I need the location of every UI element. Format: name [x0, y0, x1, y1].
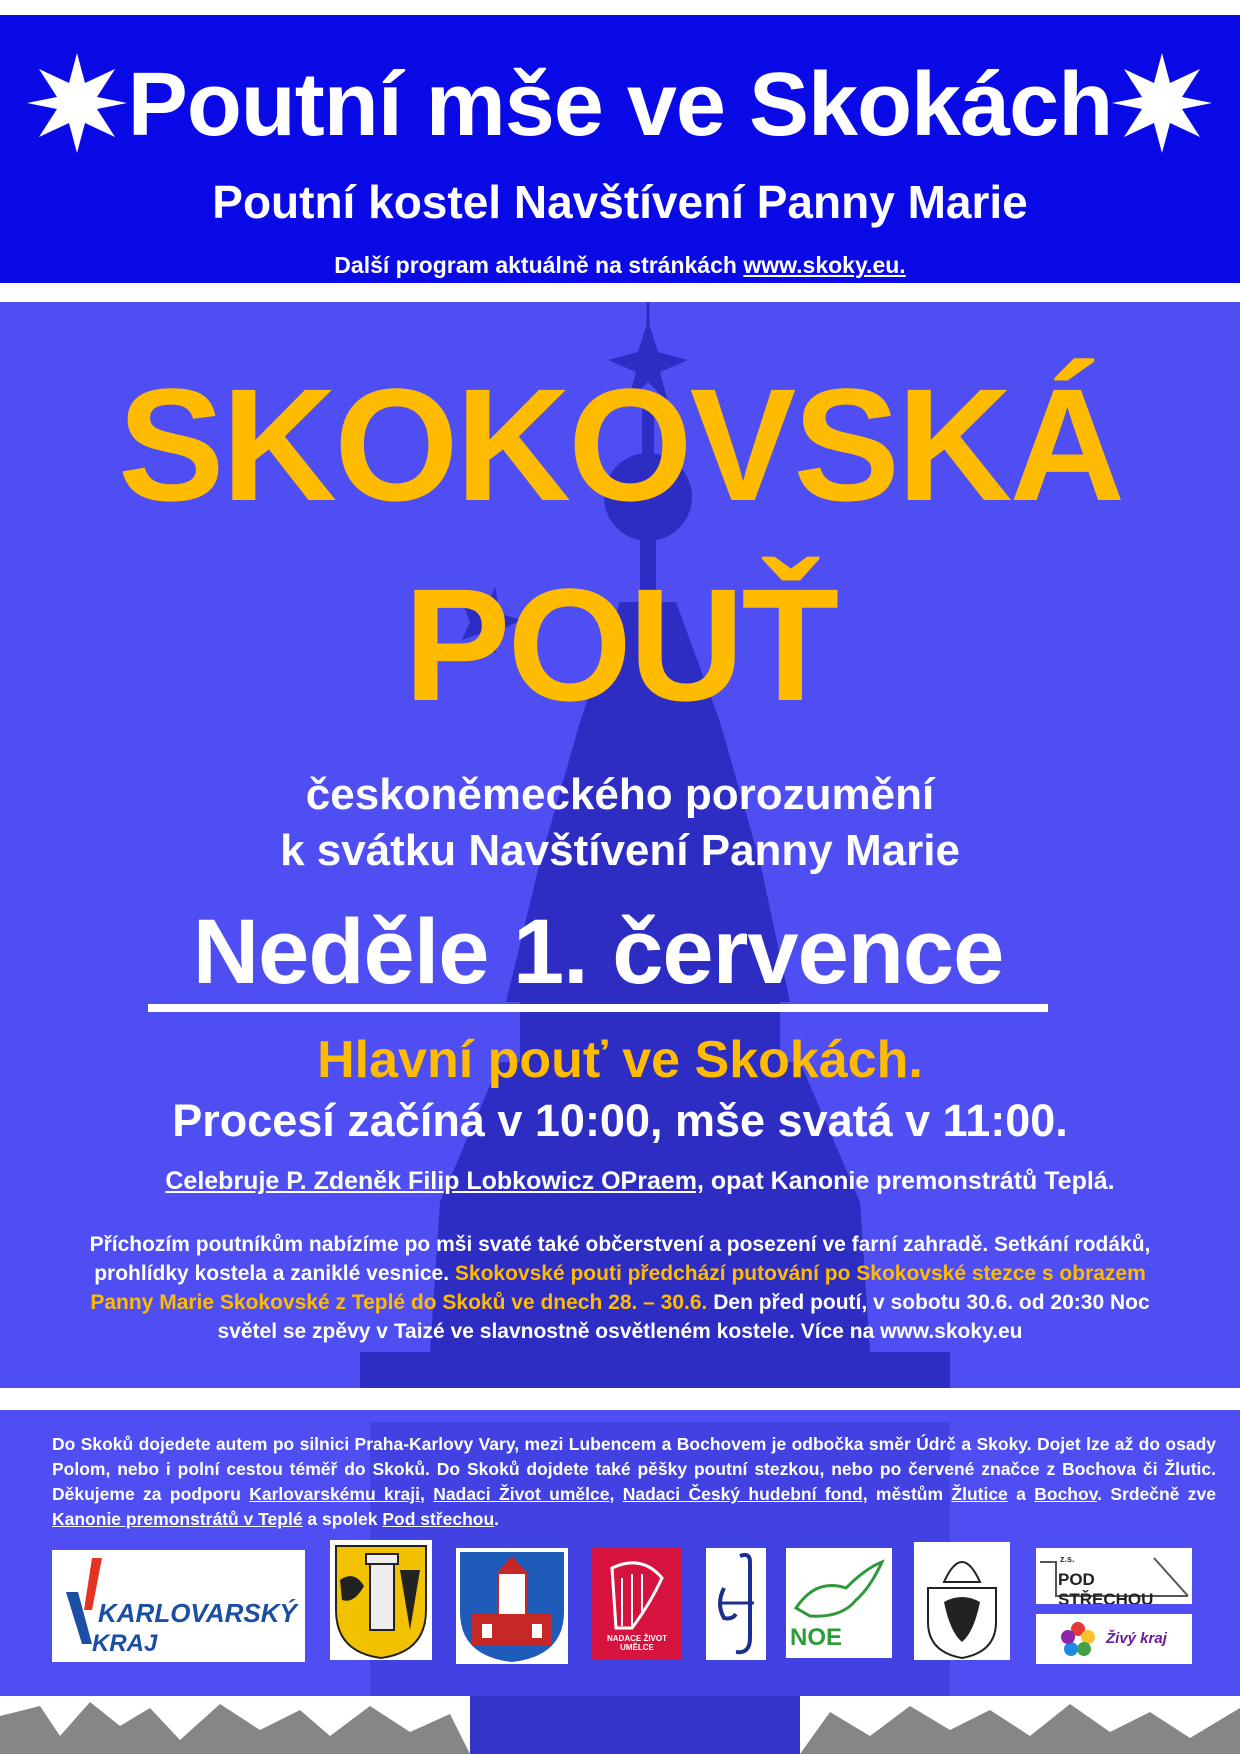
link-nadace-zivot-umelce[interactable]: Nadaci Život umělce — [433, 1484, 610, 1504]
info-paragraph — [60, 1230, 1180, 1346]
travel-text: . Srdečně zve — [1097, 1484, 1216, 1504]
travel-text: , — [609, 1484, 623, 1504]
karlovarsky-line1: KARLOVARSKÝ — [98, 1598, 297, 1628]
travel-paragraph — [52, 1432, 1216, 1532]
kanonie-tepla-logo[interactable] — [914, 1542, 1010, 1660]
link-bochov[interactable]: Bochov — [1034, 1484, 1098, 1504]
subheading-line1: českoněmeckého porozumění — [305, 770, 935, 819]
hudebni-fond-monogram-icon — [706, 1548, 766, 1660]
pod-strechou-label: POD STŘECHOU — [1058, 1570, 1154, 1604]
karlovarsky-line2: KRAJ — [92, 1630, 158, 1657]
header-banner — [0, 15, 1240, 283]
travel-text: , — [420, 1484, 434, 1504]
coat-of-arms-icon — [456, 1548, 568, 1664]
link-karlovarsky-kraj[interactable]: Karlovarskému kraji — [249, 1484, 421, 1504]
headline-line1: SKOKOVSKÁ — [117, 355, 1123, 534]
info-text-1: Příchozím poutníkům nabízíme po mši svaté také občerstvení a posezení ve farní zahradě. Setkání rodáků, prohlídky kostela a zaniklé vesnice. — [89, 1233, 1151, 1285]
info-highlight: Skokovské pouti předchází putování po Skokovské stezce s obrazem Panny Marie Skokovské z Teplé do Skoků ve dnech 28. – 30.6. — [90, 1262, 1146, 1314]
divider-band — [0, 1388, 1240, 1410]
bochov-coat-of-arms[interactable] — [456, 1548, 568, 1664]
celebrant-name: Celebruje P. Zdeněk Filip Lobkowicz OPraem, — [165, 1167, 704, 1195]
main-poster — [0, 302, 1240, 1754]
event-date: Neděle 1. července — [148, 900, 1048, 1012]
zivy-kraj-logo[interactable] — [1036, 1614, 1192, 1664]
program-note-text: Další program aktuálně na stránkách — [334, 252, 744, 278]
subheading-line2: k svátku Navštívení Panny Marie — [280, 826, 960, 875]
website-link[interactable]: www.skoky.eu. — [743, 252, 906, 278]
celebrant-line — [40, 1164, 1240, 1198]
link-cesky-hudebni-fond[interactable]: Nadaci Český hudební fond — [622, 1484, 863, 1504]
noe-label: NOE — [790, 1624, 843, 1651]
snowy-ground-image — [0, 1696, 1240, 1754]
church-subtitle: Poutní kostel Navštívení Panny Marie — [212, 176, 1028, 228]
zlutice-coat-of-arms[interactable] — [330, 1540, 432, 1660]
schedule-line: Procesí začíná v 10:00, mše svatá v 11:00. — [172, 1095, 1068, 1146]
page-title: Poutní mše ve Skokách — [127, 55, 1113, 155]
zivy-kraj-label: Živý kraj — [1106, 1630, 1167, 1647]
headline-line2: POUŤ — [403, 555, 837, 734]
travel-text: a — [1007, 1484, 1035, 1504]
info-text-2: Den před poutí, v sobotu 30.6. od 20:30 Noc světel se zpěvy v Taizé ve slavnostně osvětleném kostele. Více na www.skoky.eu — [217, 1291, 1150, 1343]
travel-text: , městům — [862, 1484, 952, 1504]
cesky-hudebni-fond-logo[interactable] — [706, 1548, 766, 1660]
link-zlutice[interactable]: Žlutice — [951, 1484, 1008, 1504]
nadace-label: NADACE ŽIVOT UMĚLCE — [607, 1634, 667, 1652]
celebrant-title: opat Kanonie premonstrátů Teplá. — [703, 1167, 1115, 1195]
pod-strechou-logo[interactable] — [1036, 1548, 1192, 1604]
karlovarsky-kraj-logo[interactable] — [52, 1550, 305, 1662]
travel-text: . — [494, 1509, 500, 1529]
travel-text: Do Skoků dojedete autem po silnici Praha-Karlovy Vary, mezi Lubencem a Bochovem je odbočka směr Údrč a Skoky. Dojet lze až do osady Polom, nebo i polní cestou téměř do Skoků. Do Skoků dojdete také pěšky poutní stezkou, nebo po červené značce z Bochova či Žlutic. Děkujeme za podporu — [52, 1434, 1216, 1504]
pod-strechou-small: z.s. — [1060, 1554, 1075, 1564]
coat-of-arms-icon — [330, 1540, 432, 1660]
nadace-zivot-umelce-logo[interactable] — [592, 1548, 682, 1660]
main-pilgrimage-heading: Hlavní pouť ve Skokách. — [317, 1031, 923, 1089]
travel-text: a spolek — [302, 1509, 383, 1529]
flower-icon — [1058, 1619, 1098, 1659]
program-note — [0, 251, 1240, 279]
noe-logo[interactable] — [786, 1548, 892, 1658]
link-pod-strechou[interactable]: Pod střechou — [382, 1509, 495, 1529]
link-kanonie-tepla[interactable]: Kanonie premonstrátů v Teplé — [52, 1509, 303, 1529]
mitre-crest-icon — [914, 1542, 1010, 1660]
